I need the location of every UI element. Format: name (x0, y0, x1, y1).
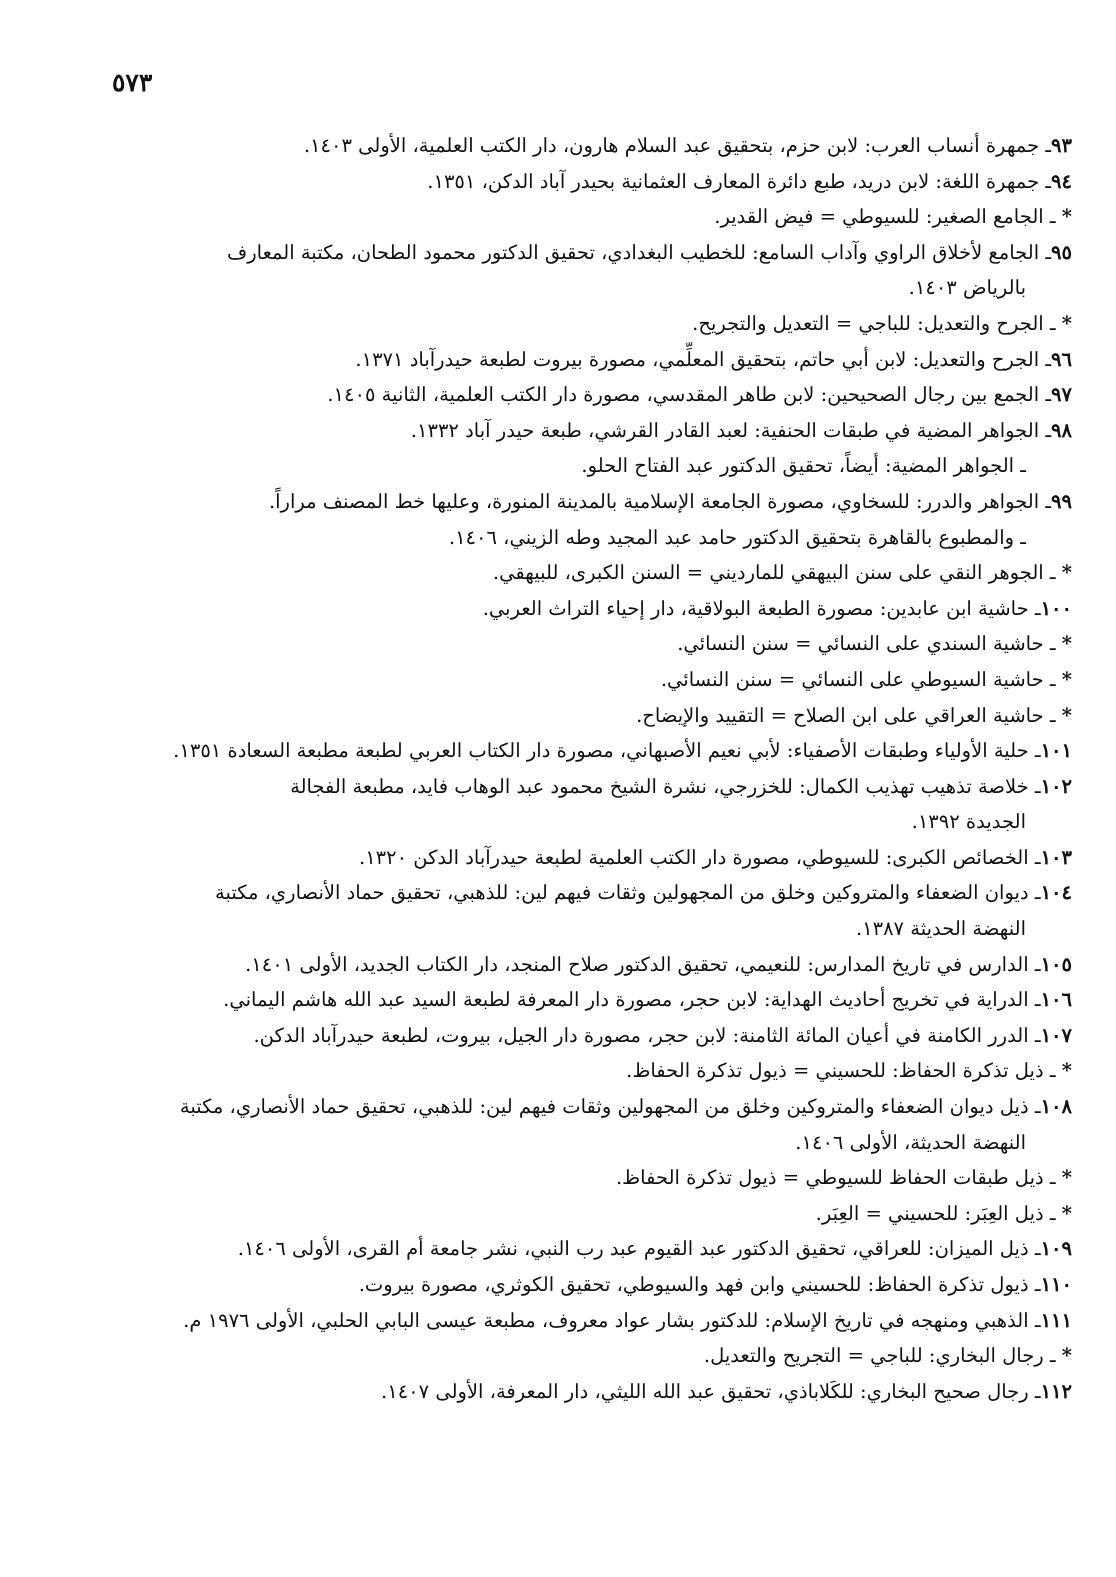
cross-reference-star-icon: * (1061, 667, 1072, 691)
entry-number: ١١٢ (1040, 1379, 1072, 1403)
entry-number: ٩٤ (1051, 169, 1072, 193)
entry-text: ـ الجواهر المضية: أيضاً، تحقيق الدكتور عبد الفتاح الحلو. (581, 454, 1026, 478)
entry-number: ٩٣ (1051, 134, 1072, 157)
entry-number: ١٠٤ (1040, 881, 1072, 905)
cross-reference-star-icon: * (1061, 205, 1072, 229)
cross-reference-star-icon: * (1061, 1344, 1072, 1368)
bibliography-entry (100, 413, 1072, 449)
entry-continuation: الجديدة ١٣٩٢. (911, 810, 1026, 834)
bibliography-entry (100, 520, 1072, 556)
bibliography-entry (100, 733, 1072, 769)
entry-number: ١١٠ (1040, 1273, 1072, 1296)
entry-number: ١٠٥ (1040, 952, 1072, 976)
entry-text: ـ الجواهر المضية في طبقات الحنفية: لعبد القادر القرشي، طبعة حيدر آباد ١٣٣٢. (410, 418, 1052, 442)
entry-text: ـ الدراية في تخريج أحاديث الهداية: لابن حجر، مصورة دار المعرفة لطبعة السيد عبد الله هاشم اليماني. (223, 988, 1041, 1012)
entry-text: ـ حاشية السندي على النسائي = سنن النسائي. (677, 632, 1056, 656)
bibliography-entry (100, 1303, 1072, 1339)
bibliography-entry (100, 698, 1072, 734)
entry-continuation: النهضة الحديثة ١٣٨٧. (855, 917, 1026, 941)
entry-text: ـ حاشية ابن عابدين: مصورة الطبعة البولاقية، دار إحياء التراث العربي. (482, 596, 1041, 620)
entry-number: ١١١ (1040, 1308, 1072, 1332)
entry-text: ـ جمهرة اللغة: لابن دريد، طبع دائرة المعارف العثمانية بحيدر آباد الدكن، ١٣٥١. (427, 169, 1052, 193)
bibliography-entry (100, 769, 1072, 840)
bibliography-entry (100, 662, 1072, 698)
entry-text: ـ الذهبي ومنهجه في تاريخ الإسلام: للدكتور بشار عواد معروف، مطبعة عيسى البابي الحلبي، الأولى ١٩٧٦ م. (183, 1308, 1041, 1332)
bibliography-entry (100, 1196, 1072, 1232)
bibliography-entry (100, 1089, 1072, 1160)
bibliography-entry (100, 1231, 1072, 1267)
entry-text: ـ الجمع بين رجال الصحيحين: لابن طاهر المقدسي، مصورة دار الكتب العلمية، الثانية ١٤٠٥. (327, 383, 1052, 407)
entry-number: ٩٨ (1051, 418, 1072, 442)
entry-text: ـ الدارس في تاريخ المدارس: للنعيمي، تحقيق الدكتور صلاح المنجد، دار الكتاب الجديد، الأولى ١٤٠١. (245, 952, 1041, 976)
cross-reference-star-icon: * (1061, 561, 1072, 585)
bibliography-entry (100, 199, 1072, 235)
cross-reference-star-icon: * (1061, 311, 1072, 335)
cross-reference-star-icon: * (1061, 1201, 1072, 1225)
entry-number: ٩٥ (1051, 240, 1072, 264)
cross-reference-star-icon: * (1061, 1166, 1072, 1190)
entry-continuation: بالرياض ١٤٠٣. (908, 276, 1026, 300)
entry-text: ـ ديوان الضعفاء والمتروكين وخلق من المجهولين وثقات فيهم لين: للذهبي، تحقيق حماد الأنصاري، مكتبة (214, 881, 1041, 905)
bibliography-entry (100, 484, 1072, 520)
bibliography-entry (100, 555, 1072, 591)
entry-text: ـ الجامع لأخلاق الراوي وآداب السامع: للخطيب البغدادي، تحقيق الدكتور محمود الطحان، مكتبة المعارف (227, 240, 1052, 264)
bibliography-list (100, 128, 1072, 1409)
entry-text: ـ ذيل الميزان: للعراقي، تحقيق الدكتور عبد القيوم عبد رب النبي، نشر جامعة أم القرى، الأولى ١٤٠٦. (237, 1237, 1041, 1261)
bibliography-entry (100, 1374, 1072, 1410)
entry-number: ١٠٦ (1040, 988, 1072, 1012)
entry-text: ـ حلية الأولياء وطبقات الأصفياء: لأبي نعيم الأصبهاني، مصورة دار الكتاب العربي لطبعة مطبعة السعادة ١٣٥١. (173, 739, 1041, 763)
bibliography-entry (100, 306, 1072, 342)
entry-text: ـ حاشية العراقي على ابن الصلاح = التقييد والإيضاح. (636, 703, 1056, 727)
cross-reference-star-icon: * (1061, 1059, 1072, 1083)
entry-text: ـ خلاصة تذهيب تهذيب الكمال: للخزرجي، نشرة الشيخ محمود عبد الوهاب فايد، مطبعة الفجالة (290, 774, 1041, 798)
bibliography-entry (100, 164, 1072, 200)
entry-text: ـ رجال البخاري: للباجي = التجريح والتعديل. (703, 1344, 1056, 1368)
entry-text: ـ جمهرة أنساب العرب: لابن حزم، بتحقيق عبد السلام هارون، دار الكتب العلمية، الأولى ١٤٠٣. (303, 134, 1052, 157)
entry-text: ـ الدرر الكامنة في أعيان المائة الثامنة: لابن حجر، مصورة دار الجيل، بيروت، لطبعة حيدرآباد الدكن. (253, 1023, 1041, 1047)
entry-text: ـ الجواهر والدرر: للسخاوي، مصورة الجامعة الإسلامية بالمدينة المنورة، وعليها خط المصنف مراراً. (268, 489, 1052, 513)
bibliography-entry (100, 982, 1072, 1018)
bibliography-entry (100, 1053, 1072, 1089)
entry-number: ١٠٨ (1040, 1095, 1072, 1119)
entry-number: ٩٦ (1051, 347, 1072, 371)
entry-text: ـ الجوهر النقي على سنن البيهقي للمارديني = السنن الكبرى، للبيهقي. (492, 561, 1056, 585)
entry-number: ٩٧ (1051, 383, 1072, 407)
entry-text: ـ والمطبوع بالقاهرة بتحقيق الدكتور حامد عبد المجيد وطه الزيني، ١٤٠٦. (448, 525, 1026, 549)
entry-text: ـ الجامع الصغير: للسيوطي = فيض القدير. (714, 205, 1056, 229)
entry-text: ـ ذيل ديوان الضعفاء والمتروكين وخلق من المجهولين وثقات فيهم لين: للذهبي، تحقيق حماد الأنصاري، مكتبة (179, 1095, 1041, 1119)
bibliography-entry (100, 840, 1072, 876)
entry-continuation: النهضة الحديثة، الأولى ١٤٠٦. (795, 1130, 1026, 1154)
bibliography-entry (100, 1267, 1072, 1303)
bibliography-entry (100, 626, 1072, 662)
entry-text: ـ الجرح والتعديل: لابن أبي حاتم، بتحقيق المعلِّمي، مصورة بيروت لطبعة حيدرآباد ١٣٧١. (355, 347, 1052, 371)
bibliography-entry (100, 448, 1072, 484)
bibliography-entry (100, 947, 1072, 983)
entry-text: ـ الجرح والتعديل: للباجي = التعديل والتجريح. (692, 311, 1056, 335)
entry-text: ـ ذيل العِبَر: للحسيني = العِبَر. (815, 1201, 1056, 1225)
entry-number: ١٠٩ (1040, 1237, 1072, 1261)
entry-number: ١٠٣ (1040, 845, 1072, 869)
entry-text: ـ ذيل تذكرة الحفاظ: للحسيني = ذيول تذكرة الحفاظ. (626, 1059, 1056, 1083)
bibliography-entry (100, 342, 1072, 378)
entry-text: ـ حاشية السيوطي على النسائي = سنن النسائي. (660, 667, 1056, 691)
entry-number: ١٠٢ (1040, 774, 1072, 798)
entry-number: ١٠١ (1040, 739, 1072, 763)
entry-text: ـ الخصائص الكبرى: للسيوطي، مصورة دار الكتب العلمية لطبعة حيدرآباد الدكن ١٣٢٠. (358, 845, 1041, 869)
bibliography-entry (100, 875, 1072, 946)
entry-text: ـ رجال صحيح البخاري: للكَلاباذي، تحقيق عبد الله الليثي، دار المعرفة، الأولى ١٤٠٧. (381, 1379, 1041, 1403)
entry-number: ١٠٠ (1040, 596, 1072, 620)
entry-text: ـ ذيول تذكرة الحفاظ: للحسيني وابن فهد والسيوطي، تحقيق الكوثري، مصورة بيروت. (358, 1273, 1041, 1296)
entry-number: ١٠٧ (1040, 1023, 1072, 1047)
bibliography-entry (100, 1338, 1072, 1374)
bibliography-entry (100, 377, 1072, 413)
cross-reference-star-icon: * (1061, 703, 1072, 727)
bibliography-entry (100, 591, 1072, 627)
bibliography-entry (100, 128, 1072, 164)
bibliography-entry (100, 1018, 1072, 1054)
bibliography-entry (100, 235, 1072, 306)
entry-text: ـ ذيل طبقات الحفاظ للسيوطي = ذيول تذكرة الحفاظ. (615, 1166, 1056, 1190)
entry-number: ٩٩ (1051, 489, 1072, 513)
page-number: ٥٧٣ (112, 68, 153, 97)
bibliography-entry (100, 1160, 1072, 1196)
cross-reference-star-icon: * (1061, 632, 1072, 656)
